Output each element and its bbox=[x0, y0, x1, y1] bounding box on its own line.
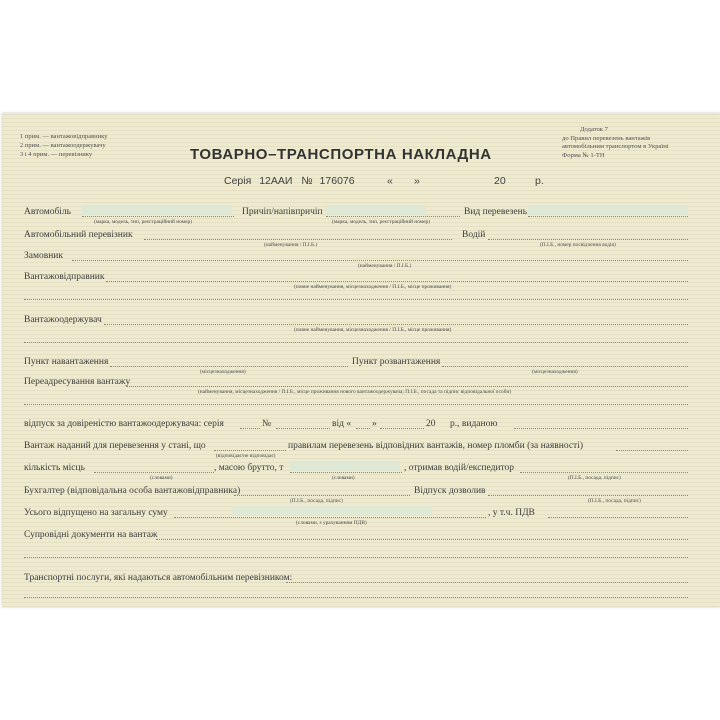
trailer-field[interactable] bbox=[326, 205, 426, 215]
consignee-hint: (повне найменування, місцезнаходження / П.І.Б., місце проживання) bbox=[294, 327, 452, 333]
shipper-line bbox=[106, 281, 688, 282]
annex-title: Додаток 7 bbox=[580, 126, 608, 133]
number-label: № bbox=[301, 175, 313, 187]
total-amount-line bbox=[174, 517, 486, 518]
car-line bbox=[82, 216, 234, 217]
proxy-from-label: від « bbox=[332, 419, 352, 429]
series-label: Серія bbox=[224, 175, 252, 187]
received-hint: (П.І.Б., посада, підпис) bbox=[568, 475, 621, 481]
unloading-point-line bbox=[442, 366, 688, 367]
year-suffix: р. bbox=[535, 175, 544, 187]
documents-label: Супровідні документи на вантаж bbox=[24, 530, 158, 540]
transport-services-line bbox=[286, 582, 688, 583]
consignee-line-2 bbox=[24, 342, 688, 343]
cargo-state-label: Вантаж наданий для перевезення у стані, що bbox=[24, 441, 206, 451]
copies-note bbox=[20, 132, 107, 159]
release-line bbox=[488, 495, 688, 496]
accountant-hint: (П.І.Б., посада, підпис) bbox=[290, 498, 343, 504]
shipper-label: Вантажовідправник bbox=[24, 272, 105, 282]
shipper-hint: (повне найменування, місцезнаходження / П.І.Б., місце проживання) bbox=[294, 284, 452, 290]
car-label: Автомобіль bbox=[24, 207, 72, 217]
carrier-hint: (найменування / П.І.Б.) bbox=[264, 242, 318, 248]
release-hint: (П.І.Б., посада, підпис) bbox=[588, 498, 641, 504]
total-amount-label: Усього відпущено на загальну суму bbox=[24, 508, 168, 518]
unloading-point-hint: (місцезнаходження) bbox=[532, 369, 578, 375]
proxy-number-line bbox=[276, 428, 330, 429]
waybill-form-sheet bbox=[2, 113, 720, 607]
transport-type-line bbox=[528, 216, 688, 217]
copy-note-3: 3 і 4 прим. — перевізнику bbox=[20, 151, 93, 158]
documents-line bbox=[156, 539, 688, 540]
date-quote-close: » bbox=[414, 175, 420, 187]
vat-label: , у т.ч. ПДВ bbox=[488, 508, 535, 518]
total-amount-field[interactable] bbox=[232, 506, 432, 516]
places-line bbox=[94, 472, 214, 473]
trailer-hint: (марка, модель, тип, реєстраційний номер) bbox=[332, 219, 430, 225]
driver-label: Водій bbox=[462, 230, 486, 240]
annex-line-2: до Правил перевезень вантажів bbox=[562, 134, 651, 142]
carrier-line bbox=[144, 239, 452, 240]
cargo-state-line bbox=[214, 450, 286, 451]
cargo-state-rules: правилам перевезень відповідних вантажів, номер пломби (за наявності) bbox=[288, 441, 583, 451]
proxy-number-label: № bbox=[262, 419, 272, 429]
proxy-close-quote: » bbox=[372, 419, 377, 429]
cargo-state-hint: (відповідає/не відповідає) bbox=[216, 453, 276, 459]
copy-note-2: 2 прим. — вантажоодержувачу bbox=[20, 142, 106, 149]
readdress-hint: (найменування, місцезнаходження / П.І.Б., місце проживання нового вантажоодержувача; П.І.Б., посада та підпис відповідальної особи) bbox=[198, 389, 512, 395]
readdress-line bbox=[126, 386, 688, 387]
transport-services-line-2 bbox=[24, 597, 688, 598]
number-value: 176076 bbox=[319, 175, 355, 187]
places-hint: (словами) bbox=[150, 475, 173, 481]
readdress-line-2 bbox=[24, 404, 688, 405]
documents-line-2 bbox=[24, 557, 688, 558]
loading-point-hint: (місцезнаходження) bbox=[200, 369, 246, 375]
transport-services-label: Транспортні послуги, які надаються автомобільним перевізником: bbox=[24, 573, 293, 583]
driver-line bbox=[488, 239, 688, 240]
customer-hint: (найменування / П.І.Б.) bbox=[358, 263, 412, 269]
customer-label: Замовник bbox=[24, 251, 64, 261]
date-quote-open: « bbox=[387, 175, 393, 187]
car-field[interactable] bbox=[82, 205, 232, 215]
annex-line-3: автомобільним транспортом в Україні bbox=[562, 143, 669, 151]
seal-number-line bbox=[616, 450, 688, 451]
gross-weight-line bbox=[290, 472, 402, 473]
unloading-point-label: Пункт розвантаження bbox=[352, 357, 441, 367]
release-label: Відпуск дозволив bbox=[414, 486, 486, 496]
proxy-issued-label: р., виданою bbox=[450, 419, 498, 429]
form-number: Форма № 1-ТН bbox=[562, 151, 605, 159]
received-label: , отримав водій/експедитор bbox=[404, 463, 515, 473]
gross-weight-field[interactable] bbox=[290, 461, 400, 471]
document-title: ТОВАРНО–ТРАНСПОРТНА НАКЛАДНА bbox=[190, 146, 492, 163]
total-amount-hint: (словами, з урахуванням ПДВ) bbox=[296, 520, 367, 526]
accountant-line bbox=[234, 495, 410, 496]
series-value: 12ААИ bbox=[259, 175, 293, 187]
loading-point-line bbox=[110, 366, 348, 367]
driver-hint: (П.І.Б., номер посвідчення водія) bbox=[540, 242, 616, 248]
loading-point-label: Пункт навантаження bbox=[24, 357, 109, 367]
readdress-label: Переадресування вантажу bbox=[24, 377, 131, 387]
proxy-day-line bbox=[356, 428, 370, 429]
customer-line bbox=[72, 260, 688, 261]
copy-note-1: 1 прим. — вантажовідправнику bbox=[20, 133, 108, 140]
year-prefix: 20 bbox=[494, 175, 506, 187]
proxy-month-line bbox=[380, 428, 424, 429]
proxy-year-prefix: 20 bbox=[426, 419, 436, 429]
trailer-label: Причіп/напівпричіп bbox=[242, 207, 323, 217]
accountant-label: Бухгалтер (відповідальна особа вантажовідправника) bbox=[24, 486, 241, 496]
trailer-line bbox=[326, 216, 460, 217]
proxy-label: відпуск за довіреністю вантажоодержувача: серія bbox=[24, 419, 224, 429]
proxy-series-line bbox=[240, 428, 260, 429]
received-line bbox=[520, 472, 688, 473]
gross-weight-hint: (словами) bbox=[332, 475, 355, 481]
series-row bbox=[224, 175, 355, 187]
car-hint: (марка, модель, тип, реєстраційний номер) bbox=[94, 219, 192, 225]
consignee-line bbox=[104, 324, 688, 325]
transport-type-field[interactable] bbox=[528, 205, 688, 215]
gross-weight-label: , масою брутто, т bbox=[214, 463, 284, 473]
shipper-line-2 bbox=[24, 299, 688, 300]
proxy-issued-line bbox=[514, 428, 688, 429]
carrier-label: Автомобільний перевізник bbox=[24, 230, 133, 240]
consignee-label: Вантажоодержувач bbox=[24, 315, 102, 325]
transport-type-label: Вид перевезень bbox=[464, 207, 528, 217]
annex-block bbox=[562, 126, 669, 160]
vat-line bbox=[548, 517, 688, 518]
places-label: кількість місць bbox=[24, 463, 85, 473]
